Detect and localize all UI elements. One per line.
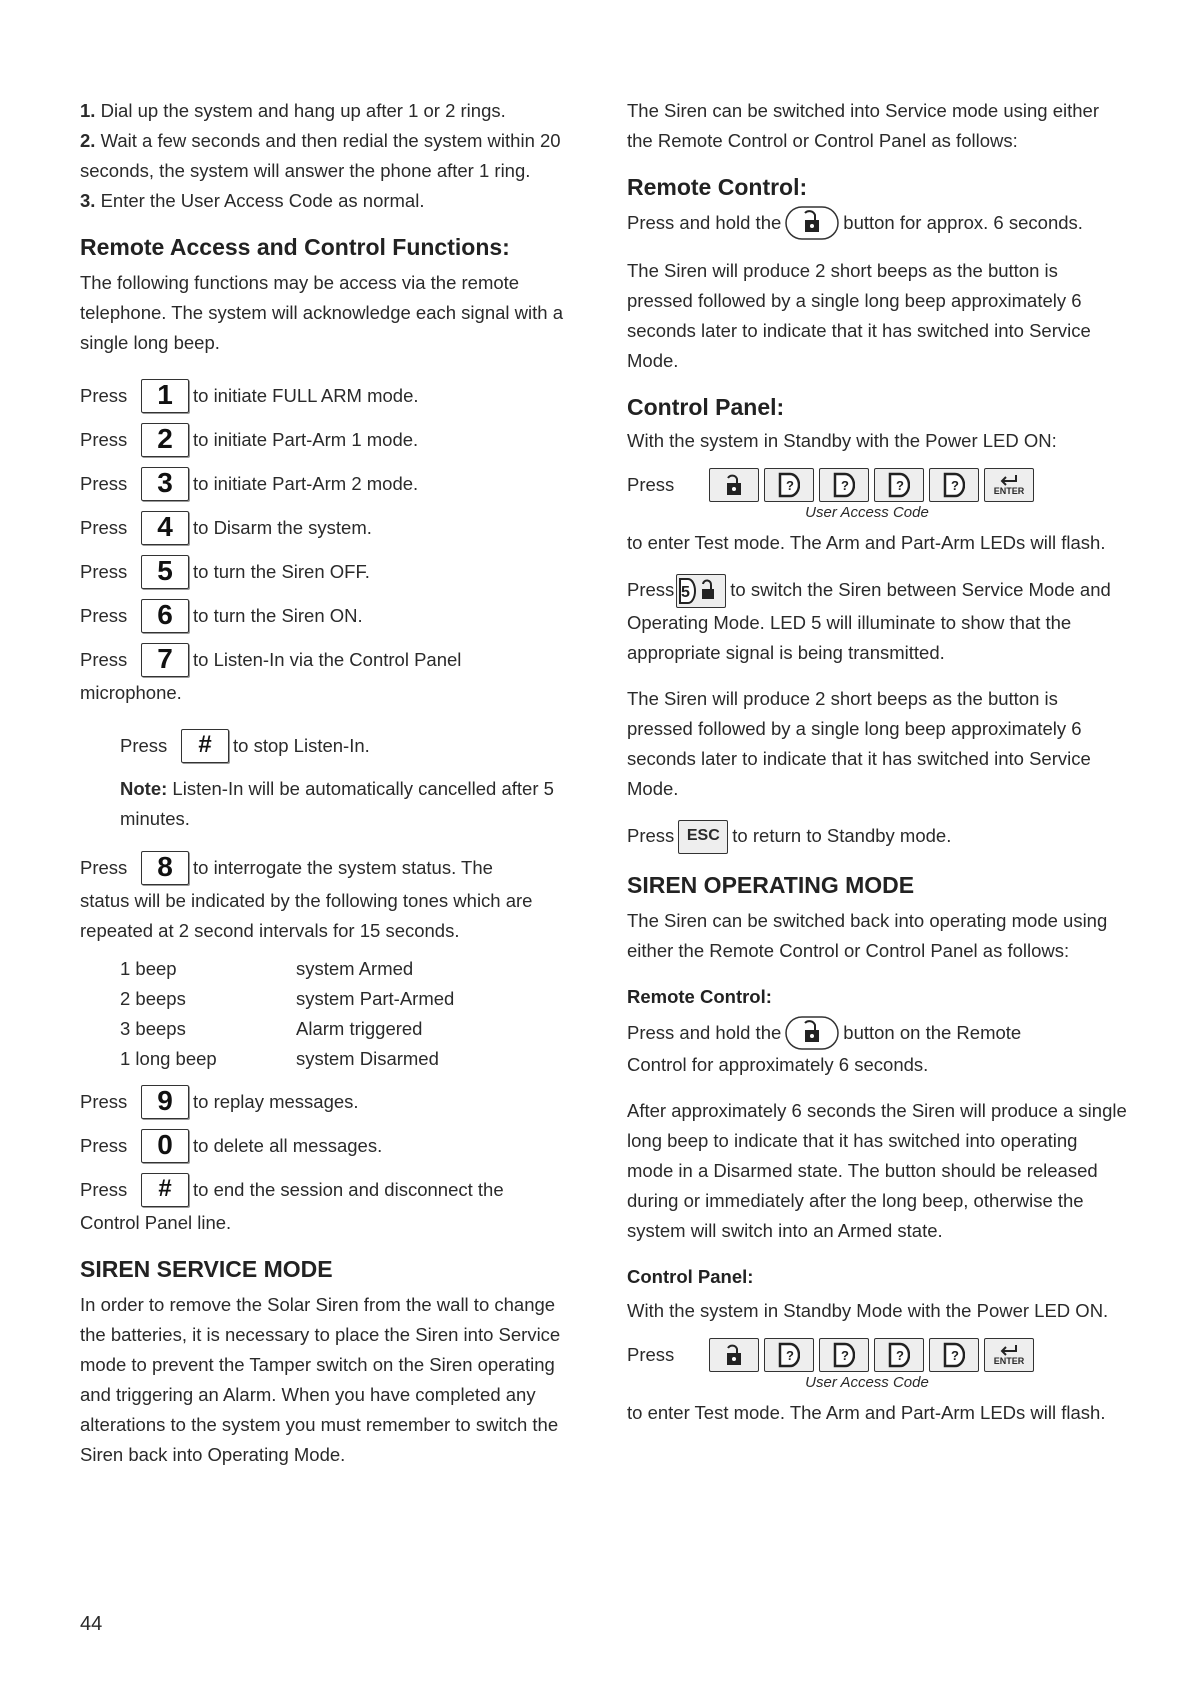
unlock-key-icon bbox=[709, 468, 759, 502]
beeps-2: The Siren will produce 2 short beeps as the button is pressed followed by a single long beep approximately 6 seconds later to indicate that it has switched into Service Mode. bbox=[627, 688, 1091, 799]
key-3: 3 bbox=[141, 467, 189, 501]
test-mode-text-2: to enter Test mode. The Arm and Part-Arm LEDs will flash. bbox=[627, 1402, 1106, 1423]
remote-intro: The following functions may be access via the remote telephone. The system will acknowledge each signal with a single long beep. bbox=[80, 272, 563, 353]
op-intro: The Siren can be switched back into operating mode using either the Remote Control or Control Panel as follows: bbox=[627, 910, 1108, 961]
cp-standby: With the system in Standby with the Power LED ON: bbox=[627, 430, 1057, 451]
step-3: 3. Enter the User Access Code as normal. bbox=[80, 190, 425, 211]
function-row-7: Press 7 to Listen-In via the Control Panel bbox=[80, 642, 580, 678]
right-column bbox=[627, 96, 1127, 1428]
digit-key-icon bbox=[929, 1338, 979, 1372]
rc-press-hold: Press and hold the button for approx. 6 seconds. bbox=[627, 206, 1127, 240]
digit-key-icon bbox=[819, 468, 869, 502]
control-panel-line: Control Panel line. bbox=[80, 1212, 232, 1233]
svg-text:?: ? bbox=[841, 1348, 849, 1363]
rc-beeps: The Siren will produce 2 short beeps as the button is pressed followed by a single long beep approximately 6 seconds later to indicate that it has switched into Service Mode. bbox=[627, 260, 1091, 371]
user-access-code-label-2: User Access Code bbox=[805, 1374, 929, 1391]
step-2: 2. Wait a few seconds and then redial the system within 20 seconds, the system will answer the phone after 1 ring. bbox=[80, 130, 561, 181]
unlock-key-icon bbox=[709, 1338, 759, 1372]
code-sequence: Press ? ? ? ? ENTER bbox=[627, 468, 1127, 502]
key-9: 9 bbox=[141, 1085, 189, 1119]
svg-text:?: ? bbox=[786, 478, 794, 493]
key-7: 7 bbox=[141, 643, 189, 677]
page-number: 44 bbox=[80, 1613, 103, 1635]
remote-control-2-heading: Remote Control: bbox=[627, 986, 772, 1007]
function-row-3: Press 3 to initiate Part-Arm 2 mode. bbox=[80, 462, 580, 506]
cp2-standby: With the system in Standby Mode with the Power LED ON. bbox=[627, 1300, 1109, 1321]
tone-table bbox=[120, 954, 580, 1074]
siren-operating-heading: SIREN OPERATING MODE bbox=[627, 872, 915, 898]
key-5-service-icon bbox=[676, 574, 726, 608]
digit-key-icon bbox=[819, 1338, 869, 1372]
press-5-text: Press 5 to switch the Siren between Service Mode and Operating Mode. LED 5 will illuminate to show that the appropriate signal is being transmitted. bbox=[627, 574, 1127, 668]
status-text: status will be indicated by the following tones which are repeated at 2 second intervals for 15 seconds. bbox=[80, 890, 533, 941]
function-row-0: Press 0 to delete all messages. bbox=[80, 1124, 580, 1168]
key-6: 6 bbox=[141, 599, 189, 633]
digit-key-icon bbox=[764, 468, 814, 502]
key-hash: # bbox=[141, 1173, 189, 1207]
note: Note: Listen-In will be automatically cancelled after 5 minutes. bbox=[120, 778, 554, 829]
function-row-9: Press 9 to replay messages. bbox=[80, 1080, 580, 1124]
code-sequence-2: Press ? ? ? ? ENTER bbox=[627, 1338, 1127, 1372]
tone-row: 1 beep system Armed bbox=[120, 958, 414, 979]
microphone-text: microphone. bbox=[80, 682, 182, 703]
tone-row: 3 beeps Alarm triggered bbox=[120, 1018, 423, 1039]
tone-row: 2 beeps system Part-Armed bbox=[120, 988, 455, 1009]
digit-key-icon bbox=[929, 468, 979, 502]
rc2-duration: Control for approximately 6 seconds. bbox=[627, 1054, 929, 1075]
key-8: 8 bbox=[141, 851, 189, 885]
svg-text:?: ? bbox=[951, 1348, 959, 1363]
svg-text:?: ? bbox=[896, 1348, 904, 1363]
function-row-8: Press 8 to interrogate the system status. The bbox=[80, 850, 580, 886]
svg-text:?: ? bbox=[786, 1348, 794, 1363]
key-5: 5 bbox=[141, 555, 189, 589]
key-2: 2 bbox=[141, 423, 189, 457]
digit-key-icon bbox=[874, 1338, 924, 1372]
function-row-1: Press 1 to initiate FULL ARM mode. bbox=[80, 374, 580, 418]
key-4: 4 bbox=[141, 511, 189, 545]
function-row-2: Press 2 to initiate Part-Arm 1 mode. bbox=[80, 418, 580, 462]
user-access-code-label: User Access Code bbox=[805, 504, 929, 521]
key-hash-stop: # bbox=[181, 729, 229, 763]
control-panel-heading: Control Panel: bbox=[627, 394, 785, 420]
esc-text: Press ESC to return to Standby mode. bbox=[627, 820, 1127, 854]
svg-text:5: 5 bbox=[681, 584, 691, 601]
digit-key-icon bbox=[764, 1338, 814, 1372]
service-text: In order to remove the Solar Siren from the wall to change the batteries, it is necessary to place the Siren into Service mode to prevent the Tamper switch on the Siren operating and triggering an Alarm. When you have completed any alterations to the system you must remember to switch the Siren back into Operating Mode. bbox=[80, 1294, 561, 1465]
step-1: 1. Dial up the system and hang up after 1 or 2 rings. bbox=[80, 100, 506, 121]
digit-key-icon bbox=[874, 468, 924, 502]
key-1: 1 bbox=[141, 379, 189, 413]
tone-row: 1 long beep system Disarmed bbox=[120, 1048, 439, 1069]
rc2-press-hold: Press and hold the button on the Remote bbox=[627, 1016, 1127, 1050]
function-row-6: Press 6 to turn the Siren ON. bbox=[80, 594, 580, 638]
enter-key-icon: ENTER bbox=[984, 468, 1034, 502]
unlock-button-icon bbox=[785, 206, 839, 240]
svg-text:?: ? bbox=[896, 478, 904, 493]
test-mode-text: to enter Test mode. The Arm and Part-Arm LEDs will flash. bbox=[627, 532, 1106, 553]
remote-control-heading: Remote Control: bbox=[627, 174, 808, 200]
key-0: 0 bbox=[141, 1129, 189, 1163]
left-column bbox=[80, 96, 580, 1470]
service-intro: The Siren can be switched into Service mode using either the Remote Control or Control Panel as follows: bbox=[627, 100, 1100, 151]
remote-access-heading: Remote Access and Control Functions: bbox=[80, 234, 510, 260]
function-row-5: Press 5 to turn the Siren OFF. bbox=[80, 550, 580, 594]
unlock-button-icon bbox=[785, 1016, 839, 1050]
svg-text:?: ? bbox=[841, 478, 849, 493]
esc-key: ESC bbox=[678, 820, 728, 854]
function-row-4: Press 4 to Disarm the system. bbox=[80, 506, 580, 550]
after-6-seconds: After approximately 6 seconds the Siren will produce a single long beep to indicate that it has switched into operating mode in a Disarmed state. The button should be released during or immediately after the long beep, otherwise the system will switch into an Armed state. bbox=[627, 1100, 1127, 1241]
enter-key-icon: ENTER bbox=[984, 1338, 1034, 1372]
stop-listen-row: Press # to stop Listen-In. bbox=[120, 724, 580, 768]
function-row-hash: Press # to end the session and disconnect the bbox=[80, 1172, 580, 1208]
siren-service-heading: SIREN SERVICE MODE bbox=[80, 1256, 333, 1282]
control-panel-2-heading: Control Panel: bbox=[627, 1266, 754, 1287]
svg-text:?: ? bbox=[951, 478, 959, 493]
